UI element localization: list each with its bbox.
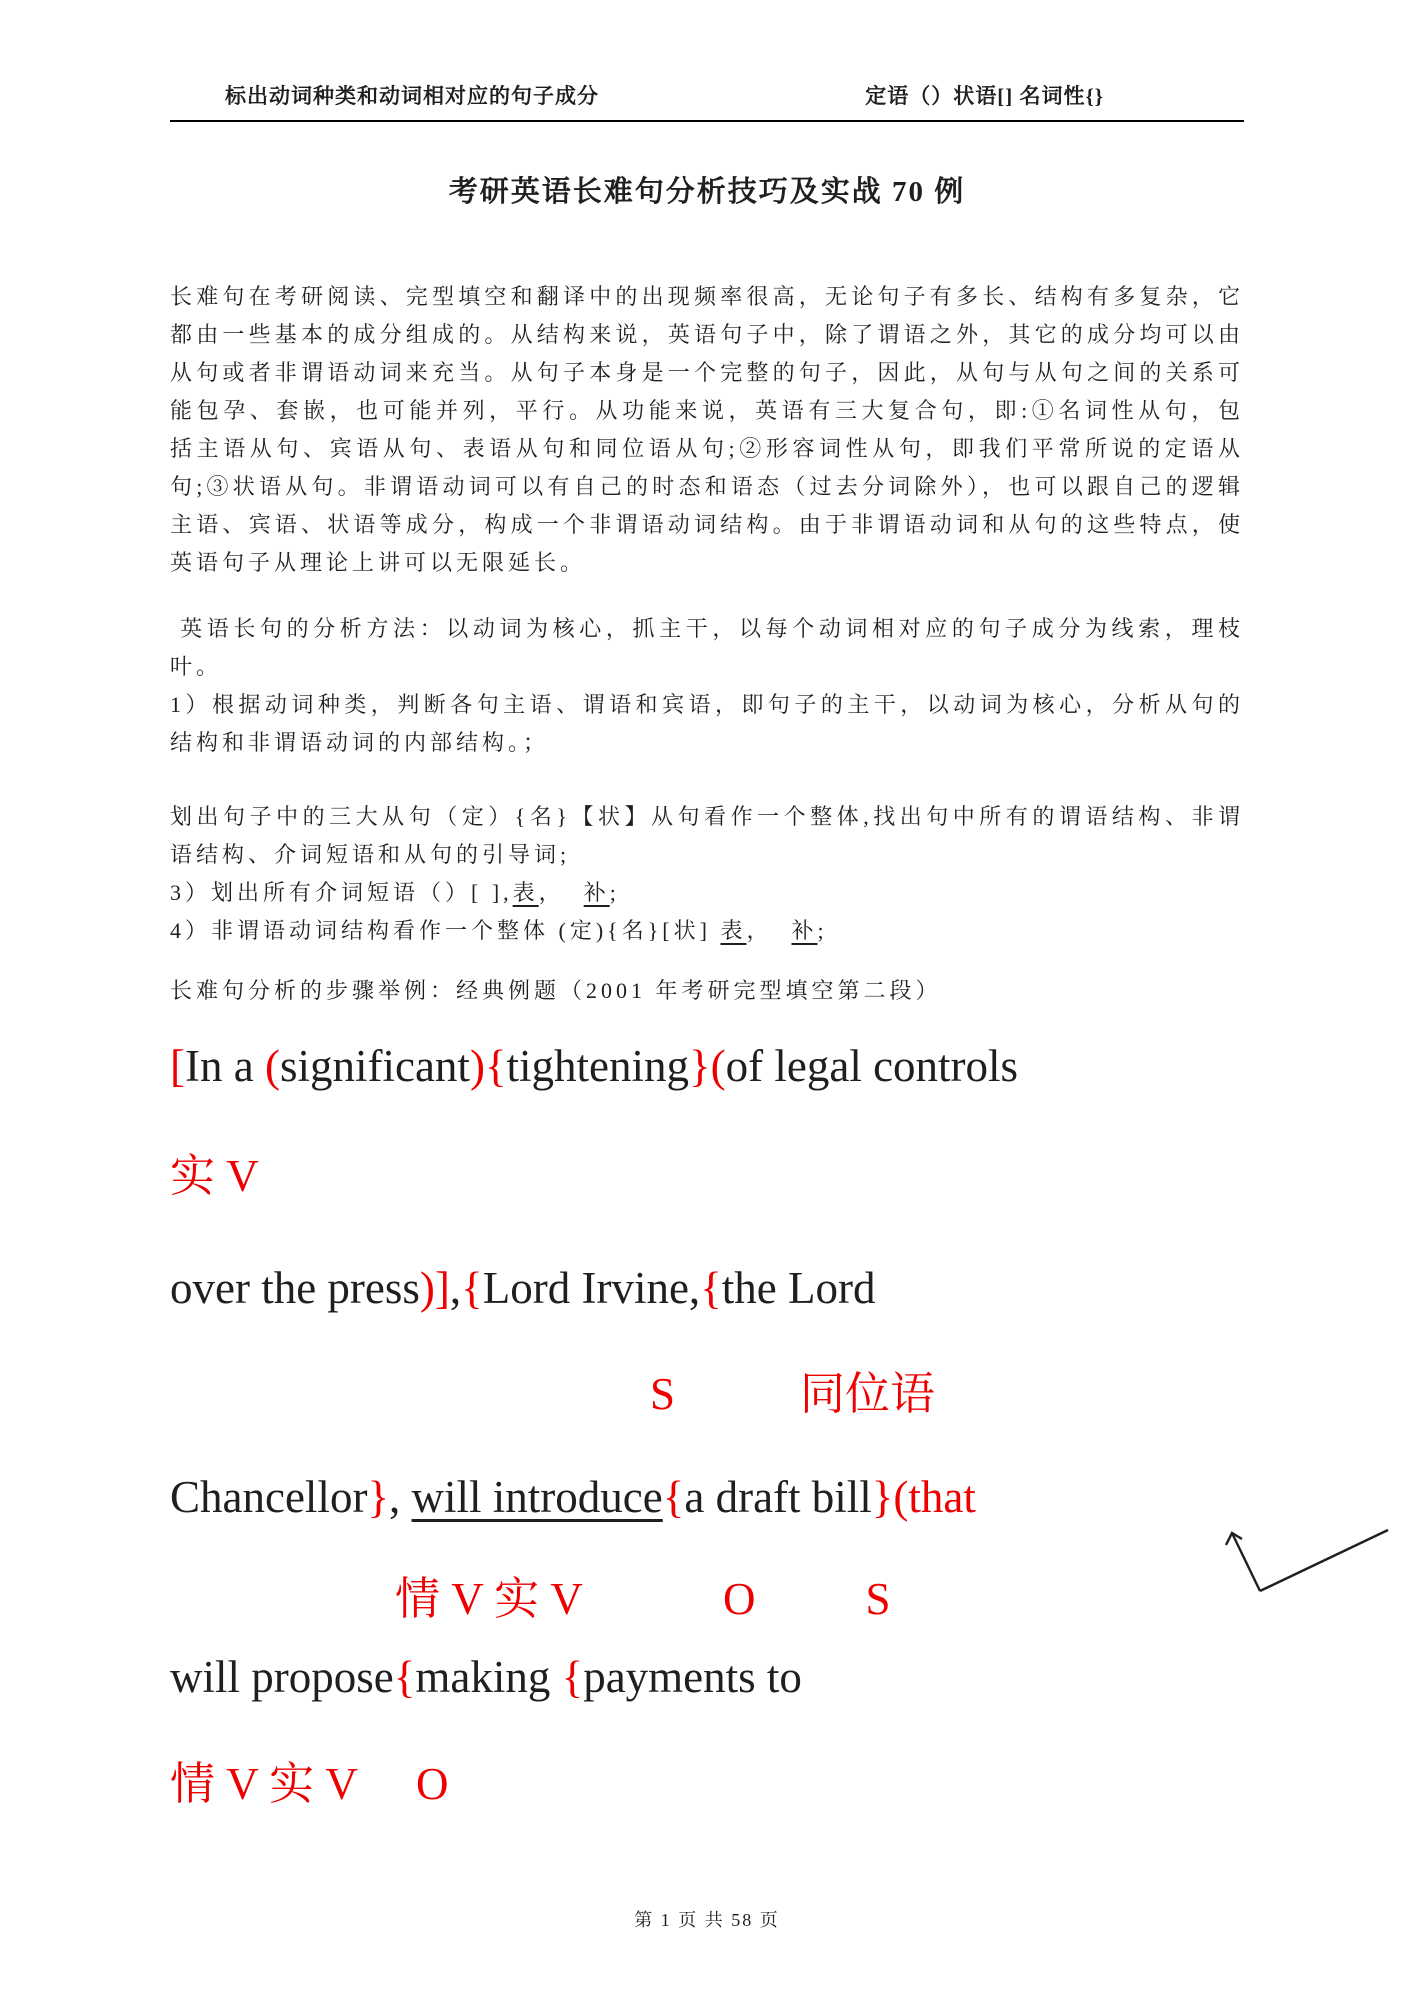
text-the-lord: the Lord — [721, 1263, 876, 1313]
paren-open: ( — [264, 1041, 280, 1091]
method-paragraph-line2: 1）根据动词种类，判断各句主语、谓语和宾语，即句子的主干，以动词为核心，分析从句的结构和非谓语动词的内部结构。； — [170, 692, 1244, 755]
page-title: 考研英语长难句分析技巧及实战 70 例 — [448, 176, 966, 208]
annotation-apposition: 同位语 — [800, 1369, 936, 1419]
paren-open-2: ( — [710, 1041, 726, 1091]
annotation-o2: O — [415, 1759, 449, 1809]
text-chancellor: Chancellor — [170, 1472, 368, 1522]
annotation-verbs-o-s — [170, 1569, 1244, 1629]
step3-line — [170, 874, 1244, 912]
step4-text: 4）非谓语动词结构看作一个整体 (定){名}[状] — [170, 918, 721, 943]
sentence-line-1 — [170, 1036, 1244, 1096]
step4-comma: ， — [746, 918, 792, 943]
text-in-a: In a — [185, 1041, 265, 1091]
sentence-line-3 — [170, 1467, 1244, 1527]
annotation-qing-v-shi-v-2: 情 V 实 V — [170, 1759, 358, 1809]
text-making: making — [415, 1652, 562, 1702]
pointer-arrow-icon — [1198, 1525, 1398, 1597]
text-lord-irvine: Lord Irvine, — [482, 1263, 701, 1313]
annotation-s2: S — [865, 1574, 891, 1624]
step4-biao-underlined: 表 — [720, 918, 747, 943]
brace-close-chancellor: } — [367, 1472, 390, 1522]
page-number: 第 1 页 共 58 页 — [634, 1910, 780, 1930]
annotation-s-apposition — [170, 1364, 1244, 1424]
example-heading: 长难句分析的步骤举例：经典例题（2001 年考研完型填空第二段） — [170, 978, 942, 1003]
step3-semicolon: ; — [609, 880, 620, 905]
step4-semicolon: ; — [817, 918, 828, 943]
annotation-o: O — [722, 1574, 756, 1624]
text-significant: significant — [279, 1041, 470, 1091]
method-paragraph-line1: 英语长句的分析方法：以动词为核心，抓主干，以每个动词相对应的句子成分为线索，理枝叶。 — [170, 616, 1245, 679]
text-will-introduce-underlined: will introduce — [411, 1472, 663, 1522]
step4-line — [170, 912, 1244, 950]
step3-bu-underlined: 补 — [583, 880, 610, 905]
paren-bracket-close: )] — [419, 1263, 450, 1313]
header-right-text: 定语（）状语[] 名词性{} — [865, 84, 1104, 108]
clause-note-paragraph: 划出句子中的三大从句（定）{名}【状】从句看作一个整体,找出句中所有的谓语结构、非谓语结构、介词短语和从句的引导词; — [170, 804, 1244, 867]
step3-biao-underlined: 表 — [512, 880, 539, 905]
paren-close: ) — [469, 1041, 485, 1091]
annotation-shi-v: 实 V — [170, 1151, 259, 1201]
text-comma: , — [449, 1263, 462, 1313]
brace-open-making: { — [393, 1652, 416, 1702]
step3-text: 3）划出所有介词短语（）[ ], — [170, 880, 513, 905]
step4-bu-underlined: 补 — [791, 918, 818, 943]
brace-close: } — [689, 1041, 711, 1091]
text-a-draft-bill: a draft bill — [684, 1472, 872, 1522]
text-comma-space: , — [389, 1472, 412, 1522]
sentence-line-2 — [170, 1258, 1244, 1318]
text-of-legal-controls: of legal controls — [725, 1041, 1019, 1091]
brace-close-draft: } — [871, 1472, 894, 1522]
annotation-qing-v-shi-v: 情 V 实 V — [395, 1574, 583, 1624]
bracket-open: [ — [170, 1041, 185, 1091]
brace-open-draft: { — [662, 1472, 685, 1522]
step3-comma: ， — [538, 880, 584, 905]
intro-paragraph: 长难句在考研阅读、完型填空和翻译中的出现频率很高，无论句子有多长、结构有多复杂，它都由一些基本的成分组成的。从结构来说，英语句子中，除了谓语之外，其它的成分均可以由从句或者非谓语动词来充当。从句子本身是一个完整的句子，因此，从句与从句之间的关系可能包孕、套嵌，也可能并列，平行。从功能来说，英语有三大复合句，即:①名词性从句，包括主语从句、宾语从句、表语从句和同位语从句;②形容词性从句，即我们平常所说的定语从句;③状语从句。非谓语动词可以有自己的时态和语态（过去分词除外），也可以跟自己的逻辑主语、宾语、状语等成分，构成一个非谓语动词结构。由于非谓语动词和从句的这些特点，使英语句子从理论上讲可以无限延长。 — [170, 284, 1244, 575]
text-over-the-press: over the press — [170, 1263, 420, 1313]
text-paren-that: (that — [893, 1472, 976, 1522]
annotation-verbs-o — [170, 1754, 1244, 1814]
brace-open: { — [484, 1041, 507, 1091]
brace-open-the-lord: { — [700, 1263, 722, 1313]
annotation-s: S — [650, 1369, 676, 1419]
brace-open-lord: { — [461, 1263, 483, 1313]
text-will-propose: will propose — [170, 1652, 394, 1702]
text-payments-to: payments to — [583, 1652, 802, 1702]
page-header — [170, 80, 1244, 122]
header-left-text: 标出动词种类和动词相对应的句子成分 — [225, 84, 599, 108]
text-tightening: tightening — [506, 1041, 690, 1091]
brace-open-payments: { — [561, 1652, 584, 1702]
sentence-line-4 — [170, 1647, 1244, 1707]
